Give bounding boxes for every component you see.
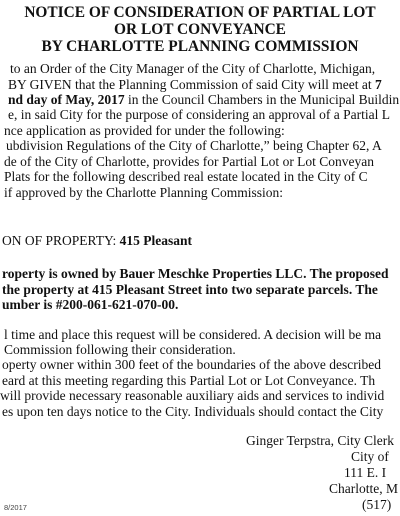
para1-line-2-text: BY GIVEN that the Planning Commission of said City will meet at [8,77,375,92]
para1-line-3 [8,92,399,107]
signature-phone: (517) [362,497,392,512]
property-label: ON OF PROPERTY: [2,233,120,248]
para2-line-3: umber is #200-061-621-070-00. [2,297,179,312]
para3-line-4: eard at this meeting regarding this Partial Lot or Lot Conveyance. Th [2,373,376,388]
para3-line-1: l time and place this request will be considered. A decision will be ma [4,327,382,342]
signature-city: City of [351,449,389,464]
heading-line-1: NOTICE OF CONSIDERATION OF PARTIAL LOT [24,4,376,21]
para1-line-9: if approved by the Charlotte Planning Commission: [4,185,283,200]
property-value: 415 Pleasant [119,233,192,248]
clerk-name: Ginger Terpstra, City Clerk [246,433,395,448]
signature-city-state: Charlotte, M [329,481,398,496]
para2-line-1: roperty is owned by Bauer Meschke Properties LLC. The proposed [2,266,389,281]
heading-line-3: BY CHARLOTTE PLANNING COMMISSION [41,38,359,55]
para3-line-6: es upon ten days notice to the City. Individuals should contact the City [2,404,384,419]
property-line [2,233,192,248]
notice-heading [0,4,400,55]
heading-line-2: OR LOT CONVEYANCE [114,21,286,38]
para1-line-5: nce application as provided for under the following: [4,123,285,138]
para1-line-7: de of the City of Charlotte, provides for Partial Lot or Lot Conveyan [4,154,375,169]
para1-line-4: e, in said City for the purpose of considering an approval of a Partial L [8,107,391,122]
para1-line-8: Plats for the following described real estate located in the City of C [4,169,368,184]
meeting-date: nd day of May, 2017 [8,92,125,107]
para3-line-5: will provide necessary reasonable auxiliary aids and services to individ [0,388,385,403]
para1-line-3-text: in the Council Chambers in the Municipal Buildin [124,92,400,107]
meeting-hour: 7 [374,77,382,92]
para1-line-6: ubdivision Regulations of the City of Charlotte,” being Chapter 62, A [6,138,382,153]
signature-street: 111 E. I [344,465,387,480]
para3-line-2: Commission following their consideration. [4,342,236,357]
footer-date: 8/2017 [4,503,27,512]
para3-line-3: operty owner within 300 feet of the boundaries of the above described [2,357,382,372]
para1-line-2 [8,77,382,92]
para2-line-2: the property at 415 Pleasant Street into two separate parcels. The [2,282,378,297]
para1-line-1: to an Order of the City Manager of the City of Charlotte, Michigan, [10,61,376,76]
